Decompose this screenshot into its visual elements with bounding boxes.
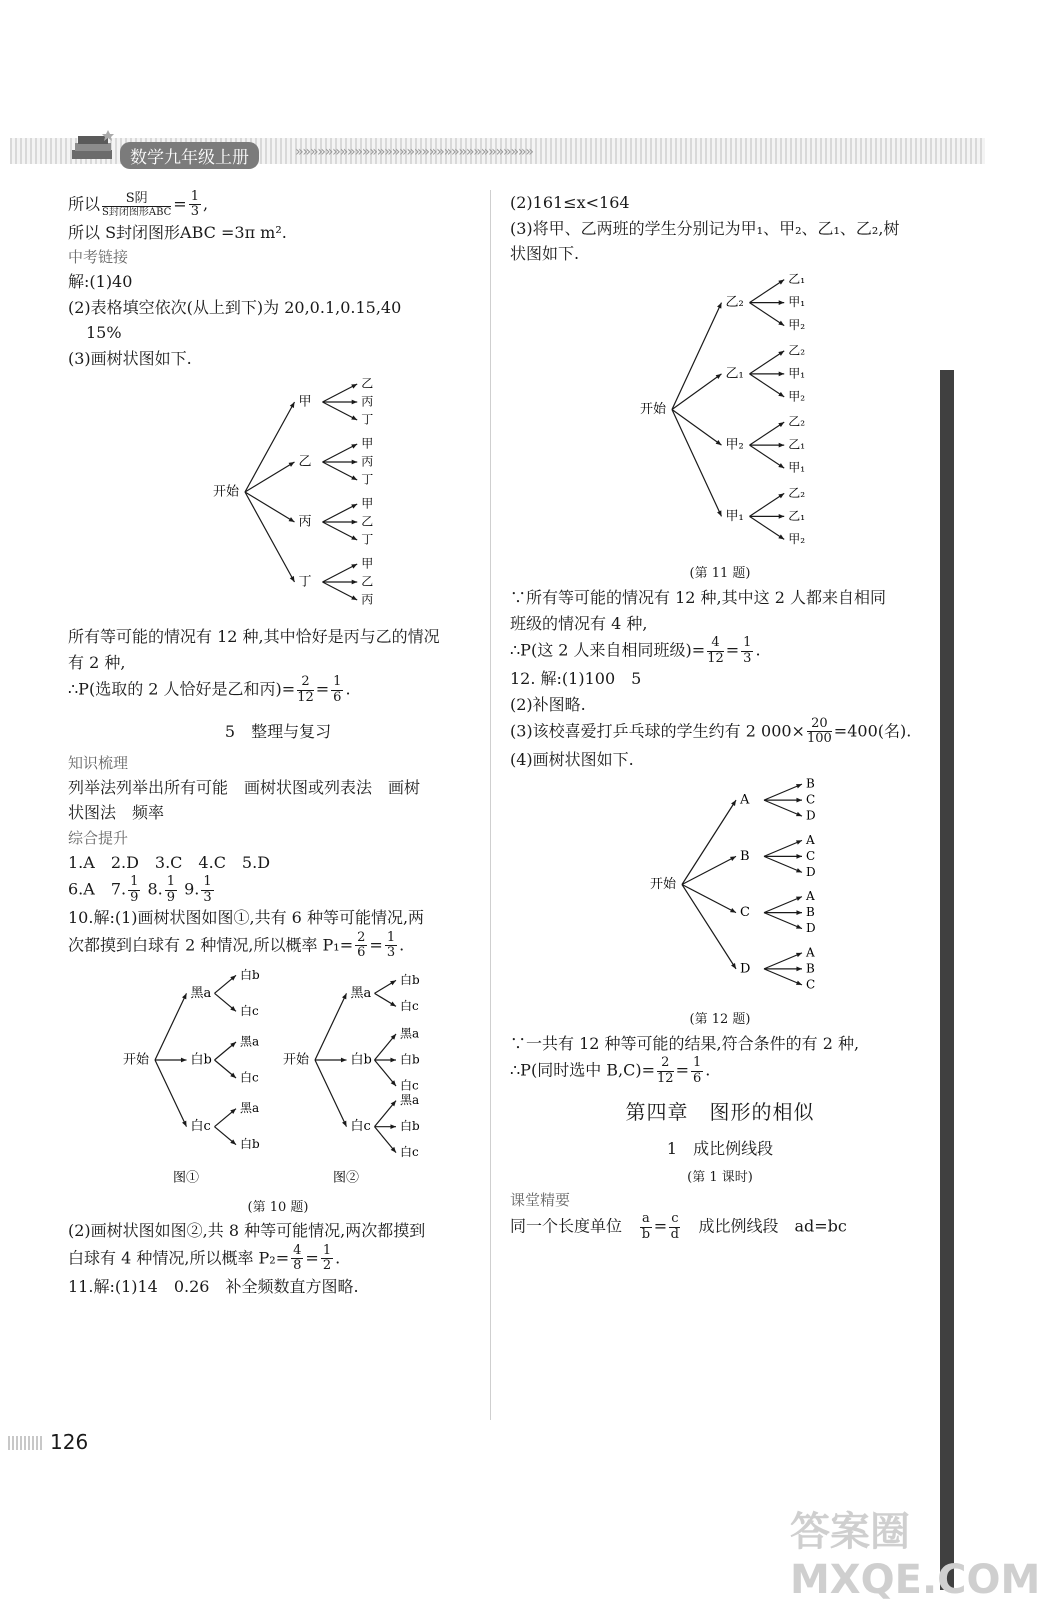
arrowhead-icon [779, 300, 785, 305]
fraction [102, 192, 171, 218]
tree-branch-line [323, 384, 358, 402]
text: 所以 [68, 194, 101, 214]
column-divider [490, 190, 491, 1420]
denominator: S封闭图形ABC [102, 206, 172, 218]
text-line: 15% [86, 323, 122, 343]
arrowhead-icon [390, 1124, 396, 1129]
fraction [691, 1056, 703, 1086]
figure-label: 图② [333, 1170, 360, 1186]
fraction [331, 675, 343, 705]
section-heading: 中考链接 [68, 248, 129, 267]
text: ∴P(选取的 2 人恰好是乙和丙)= [68, 679, 296, 699]
text-line: 列举法列举出所有可能 画树状图或列表法 画树 [68, 777, 421, 797]
tree-branch-line [682, 857, 736, 885]
tree-node-label: 甲₁ [725, 508, 744, 524]
tree-branch-line [764, 953, 802, 969]
tree-node-label: C [740, 905, 750, 921]
section-heading: 知识梳理 [68, 753, 129, 772]
arrowhead-icon [352, 519, 358, 524]
arrowhead-icon [352, 459, 358, 464]
tree-branch-line [155, 993, 187, 1060]
arrowhead-icon [716, 374, 722, 379]
numerator: 2 [297, 675, 314, 690]
arrowhead-icon [778, 279, 784, 284]
tree-leaf-label: 白b [400, 972, 420, 987]
tree-leaf-label: 白c [240, 1070, 259, 1085]
text: 白球有 4 种情况,所以概率 P₂= [68, 1248, 290, 1268]
tree-leaf-label: 白c [400, 1145, 419, 1160]
tree-leaf-label: C [806, 849, 816, 864]
text-line: ∵所有等可能的情况有 12 种,其中这 2 人都来自相同 [510, 588, 886, 608]
tree-branch-line [672, 409, 722, 445]
fraction [707, 636, 724, 666]
text-line: (4)画树状图如下. [510, 749, 634, 769]
text-line: 所以 S封闭图形ABC =3π m². [68, 222, 287, 242]
figure-caption: (第 12 题) [689, 1011, 751, 1027]
tree-leaf-label: 甲₁ [788, 294, 806, 309]
tree-leaf-label: 甲₂ [788, 531, 806, 546]
text: = [315, 679, 330, 699]
numerator: 1 [190, 189, 199, 204]
denominator: 3 [203, 889, 212, 905]
tree-node-label: 白c [350, 1119, 371, 1135]
denominator: 2 [322, 1258, 332, 1274]
tree-leaf-label: 乙₂ [788, 414, 806, 429]
tree-branch-line [245, 402, 295, 492]
numerator: c [671, 1211, 679, 1227]
fraction [807, 717, 832, 747]
tree-leaf-label: C [806, 792, 816, 807]
text: = [725, 640, 740, 660]
tree-branch-line [764, 784, 802, 800]
denominator: 12 [657, 1070, 674, 1086]
tree-branch-line [764, 800, 802, 816]
numerator: 4 [293, 1243, 302, 1259]
tree-branch-line [750, 302, 785, 325]
section-title: 1 成比例线段 [666, 1138, 774, 1158]
tree-node-label: 乙 [298, 454, 312, 470]
tree-leaf-label: 黑a [400, 1026, 420, 1041]
tree-leaf-label: A [806, 833, 815, 848]
tree-node-label: B [740, 849, 750, 865]
tree-node-label: D [740, 961, 751, 977]
arrowhead-icon [341, 1058, 347, 1063]
figure-caption: (第 11 题) [689, 566, 751, 582]
numerator: a [642, 1211, 650, 1227]
arrowhead-icon [779, 443, 785, 448]
arrowhead-icon [716, 440, 722, 445]
watermark: 答案圈 MXQE.COM [790, 1509, 1040, 1603]
tree-node-label: 甲 [298, 394, 312, 410]
arrowhead-icon [181, 1058, 187, 1063]
numerator: 1 [386, 929, 396, 945]
tree-leaf-label: 丙 [361, 592, 374, 607]
tree-branch-line [315, 1060, 347, 1127]
tree-node-label: 白c [190, 1119, 211, 1135]
text: =400(名). [833, 721, 912, 741]
tree-node-label: 丁 [298, 574, 312, 590]
tree-node-label: 乙₁ [725, 366, 744, 382]
chapter-title: 第四章 图形的相似 [625, 1099, 815, 1124]
tree-root-label: 开始 [650, 877, 677, 893]
tree-leaf-label: 乙 [361, 514, 374, 529]
numerator: 1 [203, 874, 212, 890]
tree-leaf-label: 白c [240, 1003, 259, 1018]
text-line: (3)画树状图如下. [68, 348, 192, 368]
text-line: 状图法 频率 [68, 803, 165, 823]
tree-branch-line [323, 564, 358, 582]
denominator: b [641, 1226, 651, 1242]
tree-diagram-10 [68, 960, 488, 1190]
arrowhead-icon [778, 351, 784, 356]
tree-leaf-label: 白b [240, 1137, 260, 1152]
arrowhead-icon [796, 798, 802, 803]
denominator: 12 [297, 689, 314, 705]
arrowhead-icon [779, 371, 785, 376]
text-line: (3)将甲、乙两班的学生分别记为甲₁、甲₂、乙₁、乙₂,树 [510, 218, 900, 238]
text: . [345, 679, 351, 699]
tree-branch-line [750, 279, 785, 302]
tree-leaf-label: B [806, 776, 815, 791]
tree-branch-line [764, 969, 802, 985]
denominator: 9 [166, 889, 176, 905]
arrowhead-icon [796, 911, 802, 916]
tree-leaf-label: 丁 [361, 532, 374, 547]
tree-leaf-label: C [806, 977, 816, 992]
text: = [369, 934, 383, 954]
tree-leaf-label: 乙₂ [788, 485, 806, 500]
tree-branch-line [750, 351, 785, 374]
tree-branch-line [155, 1060, 187, 1127]
tree-leaf-label: 乙 [361, 376, 374, 391]
tree-leaf-label: B [806, 905, 815, 920]
text-line: 12. 解:(1)100 5 [510, 668, 642, 688]
tree-leaf-label: 黑a [240, 1101, 260, 1116]
numerator: 1 [333, 674, 342, 690]
tree-node-label: 黑a [350, 985, 372, 1001]
tree-leaf-label: 甲 [361, 496, 374, 511]
arrowhead-icon [352, 399, 358, 404]
text: 同一个长度单位 [510, 1216, 639, 1236]
arrowhead-icon [778, 392, 784, 397]
tree-root-label: 开始 [213, 484, 240, 500]
tree-branch-line [315, 993, 347, 1060]
arrowhead-icon [796, 967, 802, 972]
tree-node-label: 丙 [298, 514, 312, 530]
book-stack-icon [68, 130, 118, 166]
text: (3)该校喜爱打乒乓球的学生约有 2 000× [510, 721, 805, 741]
text-line: 1.A 2.D 3.C 4.C 5.D [68, 852, 271, 872]
arrowhead-icon [390, 1058, 396, 1063]
tree-diagram-1 [68, 372, 488, 617]
fraction [385, 931, 397, 961]
tree-leaf-label: D [806, 808, 816, 823]
equation-line [68, 190, 488, 220]
tree-leaf-label: 甲 [361, 556, 374, 571]
page-number: 126 [50, 1430, 89, 1454]
tree-leaf-label: 白b [400, 1052, 420, 1067]
equation-line [510, 1212, 930, 1242]
tree-leaf-label: 白c [400, 1078, 419, 1093]
tree-leaf-label: A [806, 889, 815, 904]
numerator: 2 [657, 1056, 674, 1071]
tree-branch-line [750, 516, 785, 539]
tree-branch-line [750, 445, 785, 468]
fraction [669, 1212, 680, 1242]
denominator: 6 [333, 689, 342, 705]
tree-leaf-label: 乙₂ [788, 343, 806, 358]
equation-line [68, 931, 488, 961]
tree-leaf-label: B [806, 961, 815, 976]
fraction [189, 190, 201, 220]
tree-leaf-label: 白b [240, 967, 260, 982]
fraction [165, 875, 177, 905]
text: . [705, 1060, 711, 1080]
fraction [128, 875, 140, 905]
tree-leaf-label: 甲 [361, 436, 374, 451]
numerator: 20 [807, 717, 832, 732]
tree-branch-line [682, 885, 736, 969]
text: 成比例线段 ad=bc [682, 1216, 847, 1236]
figure-label: 图① [173, 1170, 200, 1186]
text: 9. [179, 879, 200, 899]
numerator: 1 [692, 1055, 702, 1071]
arrowhead-icon [779, 514, 785, 519]
tree-branch-line [682, 885, 736, 913]
tree-branch-line [750, 493, 785, 516]
tree-diagram-11 [510, 267, 930, 557]
tree-root-label: 开始 [123, 1052, 150, 1068]
tree-leaf-label: 黑a [240, 1034, 260, 1049]
tree-branch-line [672, 409, 722, 516]
equation-line [510, 1056, 930, 1086]
denominator: 9 [130, 889, 139, 905]
tree-leaf-label: 甲₁ [788, 460, 806, 475]
equation-line [510, 636, 930, 666]
equation-line [510, 717, 930, 747]
denominator: d [670, 1226, 679, 1242]
tree-diagram-12 [510, 772, 930, 1002]
figure-caption: (第 10 题) [247, 1199, 309, 1215]
tree-branch-line [750, 374, 785, 397]
left-column [68, 190, 488, 1299]
denominator: 6 [692, 1070, 702, 1086]
text-line: 状图如下. [510, 244, 580, 264]
tree-branch-line [323, 504, 358, 522]
tree-leaf-label: 乙₁ [788, 271, 806, 286]
text: = [173, 194, 187, 214]
fraction [321, 1244, 333, 1274]
numerator: S阴 [102, 192, 171, 207]
text-line: ∵一共有 12 种等可能的结果,符合条件的有 2 种, [510, 1033, 860, 1053]
text-line: 有 2 种, [68, 652, 126, 672]
arrowhead-icon [778, 534, 784, 539]
fraction [291, 1244, 303, 1274]
text: 6.A 7. [68, 879, 127, 899]
tree-leaf-label: 丁 [361, 472, 374, 487]
arrowhead-icon [731, 963, 736, 969]
numerator: 1 [743, 635, 752, 651]
tree-branch-line [323, 522, 358, 540]
text-line: 10.解:(1)画树状图如图①,共有 6 种等可能情况,两 [68, 907, 425, 927]
tree-leaf-label: 甲₂ [788, 317, 806, 332]
tree-leaf-label: 丙 [361, 454, 374, 469]
text: ∴P(这 2 人来自相同班级)= [510, 640, 706, 660]
text: 8. [142, 879, 163, 899]
denominator: 3 [190, 204, 199, 220]
tree-leaf-label: 丙 [361, 394, 374, 409]
denominator: 100 [806, 731, 832, 747]
tree-leaf-label: 甲₂ [788, 389, 806, 404]
tree-root-label: 开始 [640, 401, 667, 417]
tree-node-label: 乙₂ [725, 294, 744, 310]
arrowhead-icon [778, 493, 784, 498]
tree-branch-line [750, 422, 785, 445]
tree-branch-line [323, 444, 358, 462]
text-line: 11.解:(1)14 0.26 补全频数直方图略. [68, 1276, 359, 1296]
binding-edge [940, 370, 954, 1590]
tree-leaf-label: 白b [400, 1119, 420, 1134]
tree-leaf-label: 甲₁ [788, 366, 806, 381]
page-header [10, 130, 985, 170]
numerator: 2 [357, 929, 366, 945]
tree-branch-line [245, 492, 295, 582]
text: = [653, 1216, 668, 1236]
denominator: 3 [743, 650, 752, 666]
right-column [510, 190, 930, 1242]
text-line: 所有等可能的情况有 12 种,其中恰好是丙与乙的情况 [68, 627, 440, 647]
fraction [640, 1212, 652, 1242]
tree-node-label: 白b [350, 1052, 372, 1068]
denominator: 6 [357, 944, 366, 960]
numerator: 1 [322, 1243, 332, 1259]
tree-branch-line [672, 302, 722, 409]
tree-root-label: 开始 [283, 1052, 310, 1068]
fraction [201, 875, 213, 905]
book-title: 数学九年级上册 [120, 142, 259, 169]
tree-branch-line [323, 462, 358, 480]
text-line: (2)画树状图如图②,共 8 种等可能情况,两次都摸到 [68, 1221, 426, 1241]
tree-leaf-label: D [806, 921, 816, 936]
equation-line [68, 875, 488, 905]
text: . [399, 934, 405, 954]
tree-leaf-label: 乙₁ [788, 437, 806, 452]
text: , [202, 194, 209, 214]
text: . [755, 640, 761, 660]
text: = [675, 1060, 689, 1080]
tree-node-label: 甲₂ [725, 437, 744, 453]
denominator: 12 [707, 650, 724, 666]
tree-leaf-label: 乙₁ [788, 508, 806, 523]
arrowhead-icon [778, 422, 784, 427]
tree-leaf-label: 乙 [361, 574, 374, 589]
tree-branch-line [764, 857, 802, 873]
page-number-decoration [8, 1436, 42, 1450]
equation-line [68, 675, 488, 705]
tree-branch-line [764, 897, 802, 913]
section-title: 5 整理与复习 [224, 721, 332, 741]
lesson-label: (第 1 课时) [687, 1169, 753, 1185]
tree-leaf-label: 丁 [361, 412, 374, 427]
tree-leaf-label: 黑a [400, 1093, 420, 1108]
numerator: 1 [166, 874, 176, 890]
arrowhead-icon [731, 800, 736, 806]
tree-branch-line [245, 492, 295, 522]
tree-leaf-label: D [806, 865, 816, 880]
tree-leaf-label: 白c [400, 998, 419, 1013]
arrowhead-icon [352, 579, 358, 584]
equation-line [68, 1244, 488, 1274]
section-heading: 课堂精要 [510, 1191, 571, 1210]
section-heading: 综合提升 [68, 828, 129, 847]
tree-branch-line [764, 841, 802, 857]
tree-branch-line [323, 582, 358, 600]
denominator: 8 [293, 1258, 302, 1274]
fraction [355, 931, 367, 961]
tree-branch-line [764, 913, 802, 929]
text-line: (2)161≤x<164 [510, 193, 630, 212]
text-line: (2)表格填空依次(从上到下)为 20,0.1,0.15,40 [68, 297, 402, 317]
arrowhead-icon [796, 854, 802, 859]
tree-branch-line [245, 462, 295, 492]
text-line: 班级的情况有 4 种, [510, 613, 648, 633]
fraction [741, 636, 753, 666]
tree-branch-line [672, 374, 722, 410]
denominator: 3 [386, 944, 396, 960]
tree-node-label: 黑a [190, 985, 212, 1001]
tree-node-label: 白b [190, 1052, 212, 1068]
arrowhead-icon [778, 320, 784, 325]
text-line: (2)补图略. [510, 694, 586, 714]
text: 次都摸到白球有 2 种情况,所以概率 P₁= [68, 934, 354, 954]
header-decoration: »»»»»»»»»»»»»»»»»»»»»»»»»»»»»»»» [295, 144, 533, 160]
fraction [657, 1056, 674, 1086]
tree-leaf-label: A [806, 945, 815, 960]
text: = [305, 1248, 319, 1268]
text: ∴P(同时选中 B,C)= [510, 1060, 656, 1080]
text: . [335, 1248, 341, 1268]
tree-node-label: A [740, 792, 750, 808]
numerator: 4 [707, 636, 724, 651]
tree-branch-line [682, 800, 736, 884]
numerator: 1 [130, 874, 139, 890]
arrowhead-icon [778, 463, 784, 468]
tree-branch-line [323, 402, 358, 420]
fraction [297, 675, 314, 705]
text-line: 解:(1)40 [68, 272, 133, 292]
